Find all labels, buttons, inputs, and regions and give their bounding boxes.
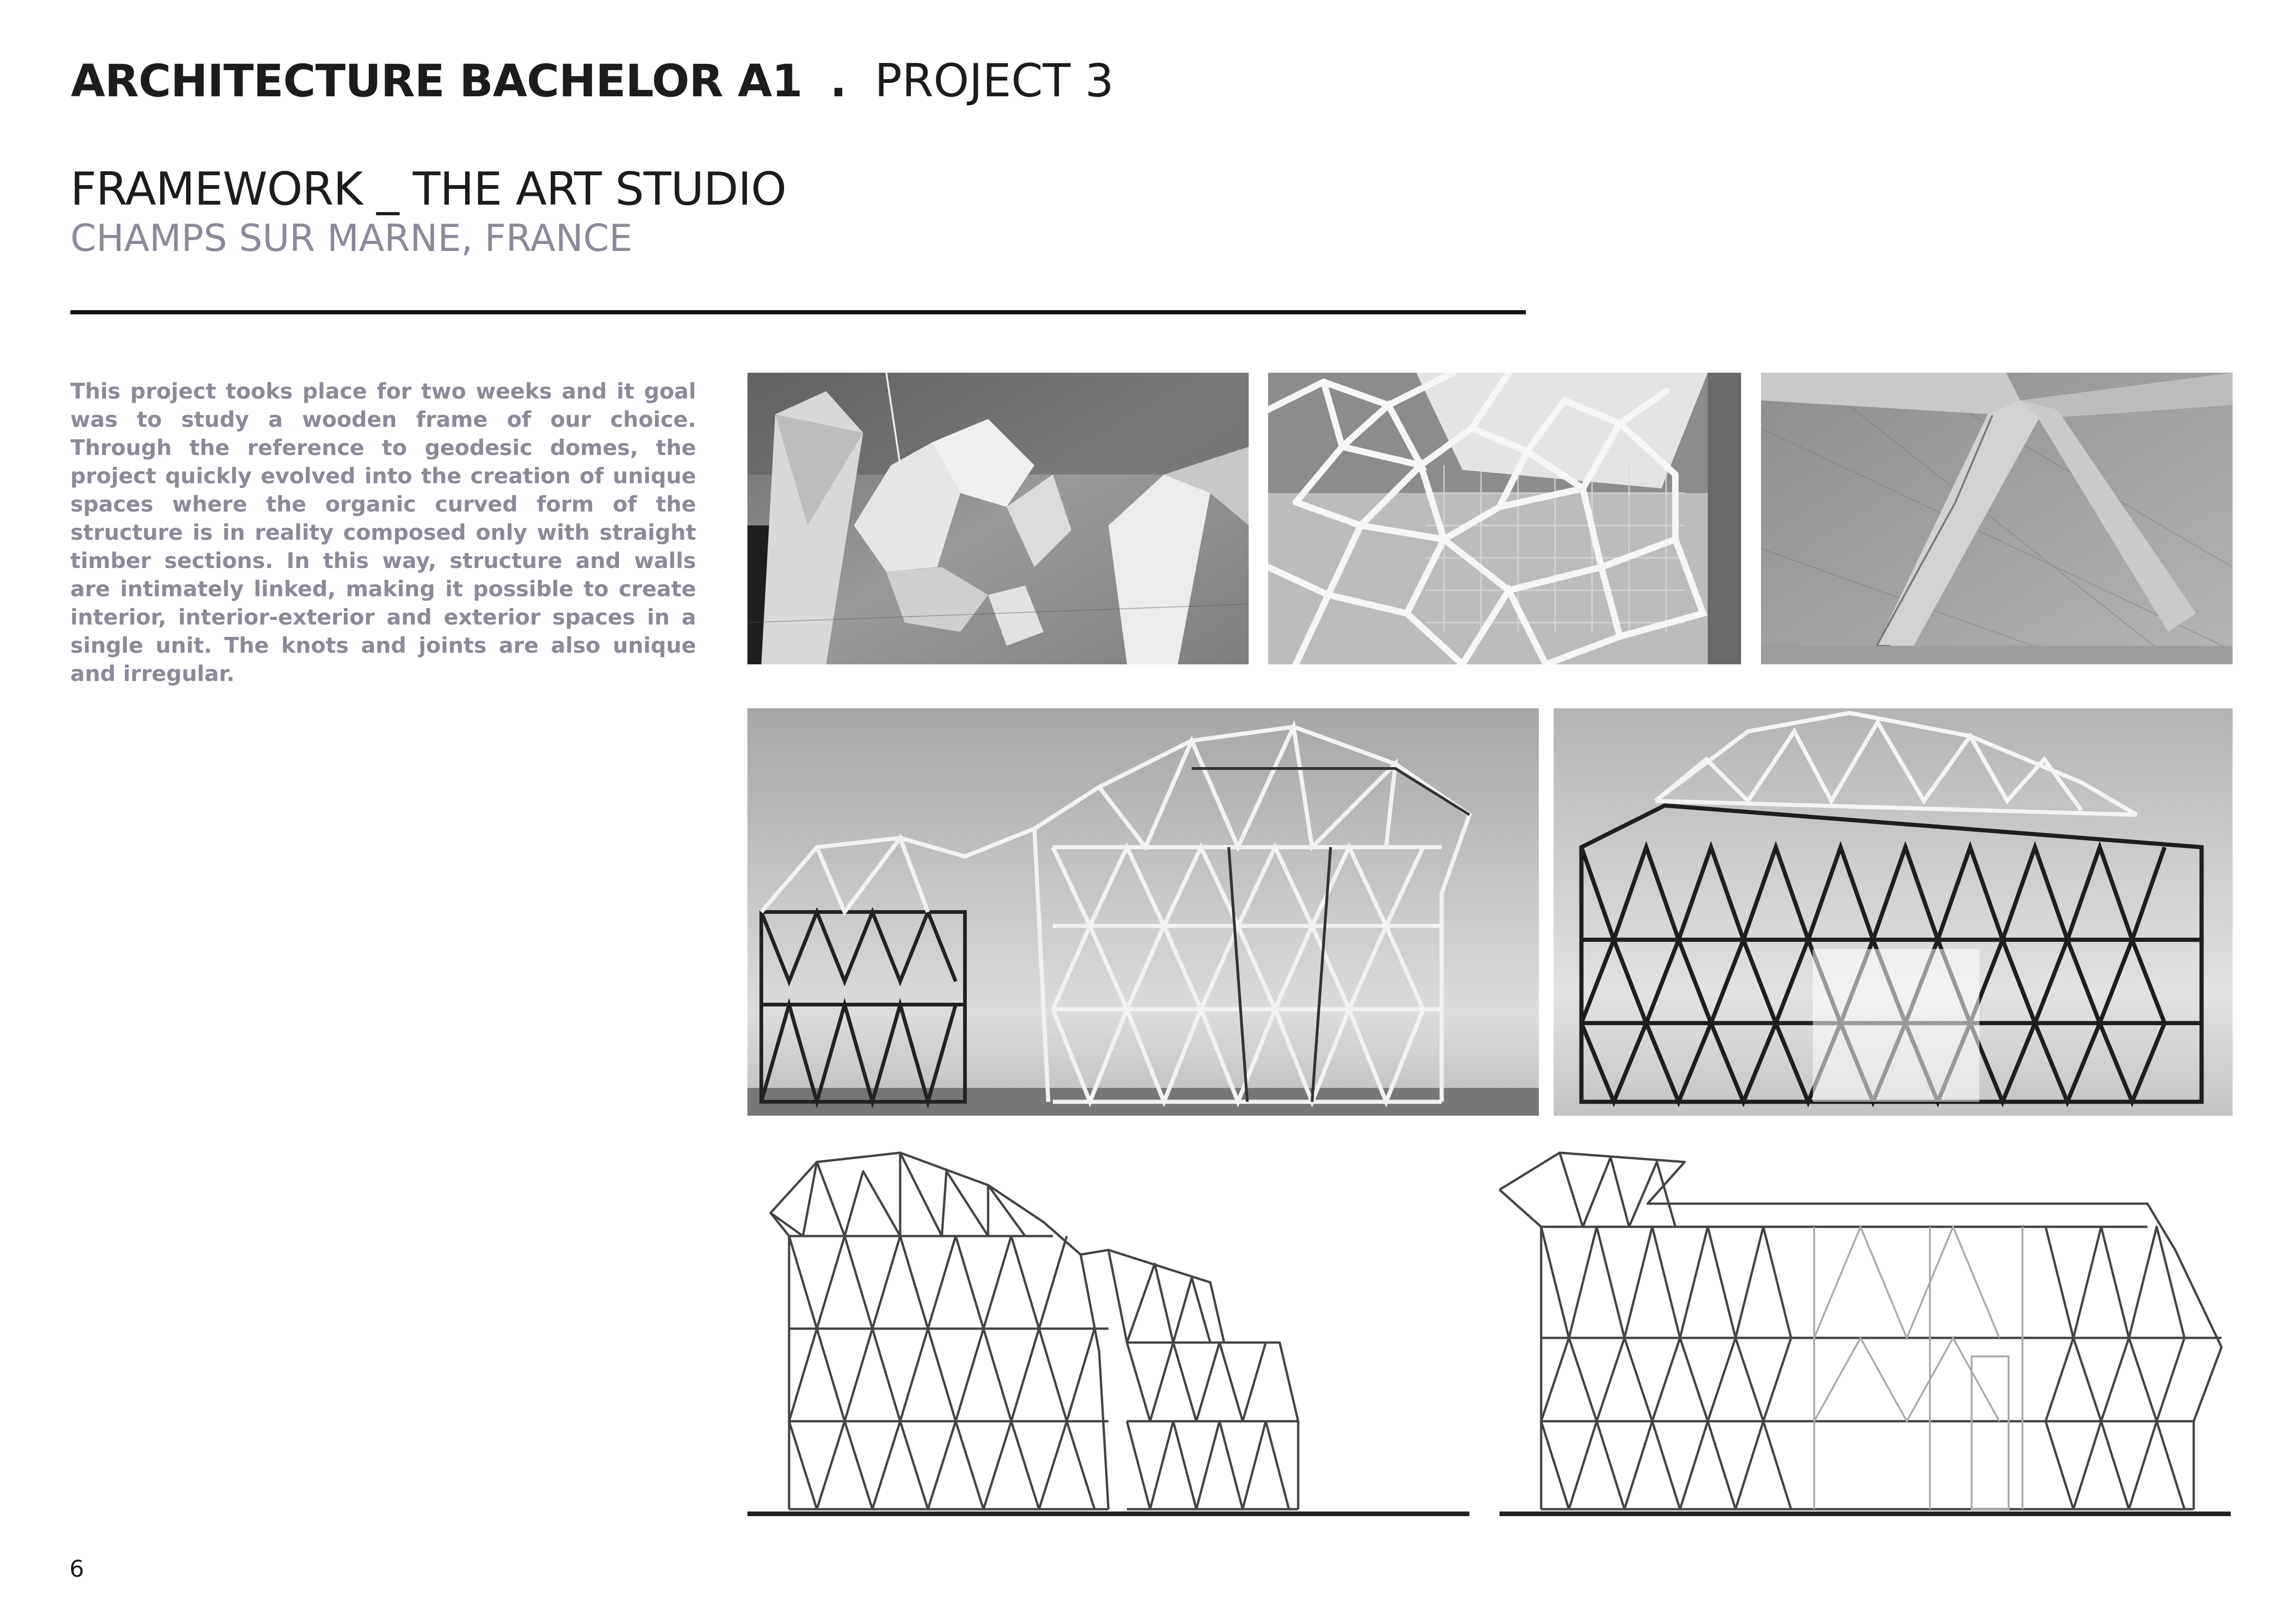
project-title: FRAMEWORK _ THE ART STUDIO — [70, 163, 786, 216]
paper-study-model-photo — [747, 373, 1249, 664]
header-separator: . — [830, 55, 847, 107]
title-divider — [70, 310, 1526, 314]
framework-model-angle-photo — [1554, 708, 2233, 1116]
course-title: ARCHITECTURE BACHELOR A1 — [71, 55, 803, 107]
geodesic-frame-detail-photo — [1268, 373, 1741, 664]
timber-joint-closeup-photo — [1761, 373, 2233, 664]
page-number: 6 — [69, 1555, 84, 1582]
project-location: CHAMPS SUR MARNE, FRANCE — [70, 217, 633, 260]
project-number: PROJECT 3 — [874, 55, 1114, 107]
framework-elevation-drawing-left — [747, 1143, 1469, 1523]
project-description: This project tooks place for two weeks and it goal was to study a wooden frame of our choice. Through the reference to geodesic domes, the project quickly evolved into the creation of unique spaces where the organic curved form of the structure is in reality composed only with straight timber sections. In this way, structure and walls are intimately linked, making it possible to create interior, interior-exterior and exterior spaces in a single unit. The knots and joints are also unique and irregular. — [70, 379, 696, 686]
framework-model-front-photo — [747, 708, 1539, 1116]
framework-elevation-drawing-right — [1490, 1143, 2233, 1523]
document-header — [71, 55, 1114, 119]
